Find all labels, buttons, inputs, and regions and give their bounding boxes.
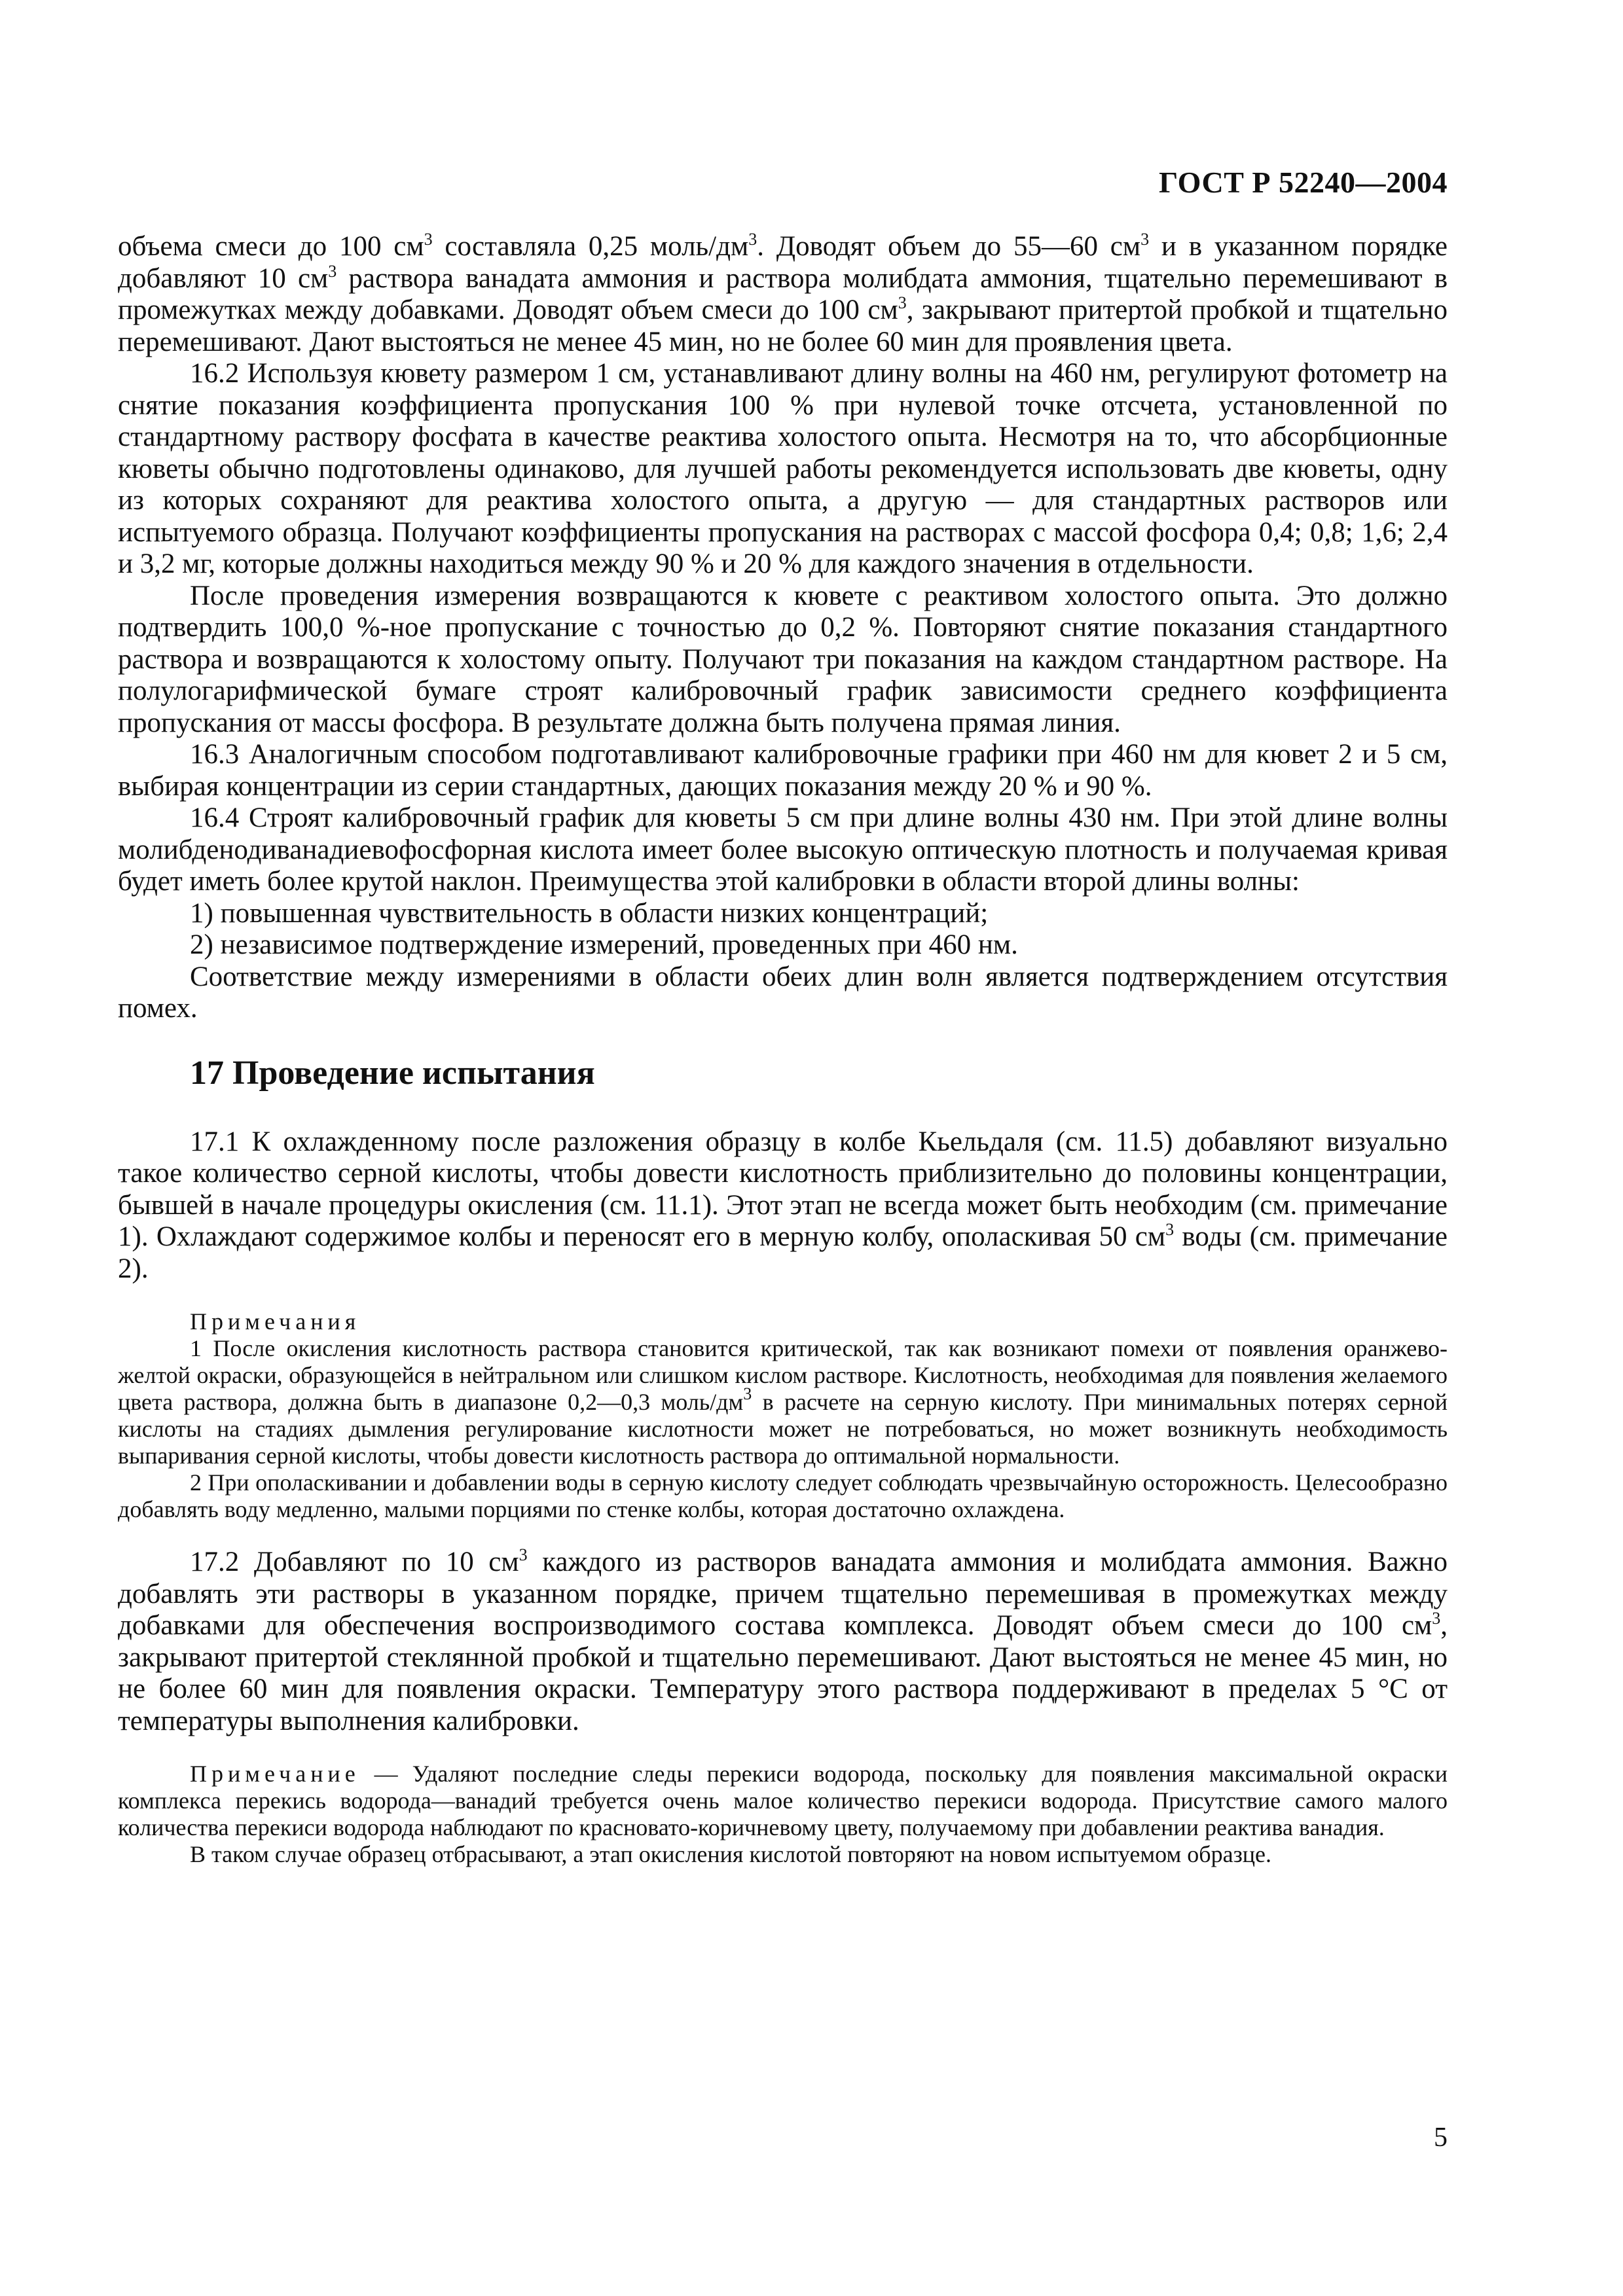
paragraph-16-4-cont: Соответствие между измерениями в области обеих длин волн является подтверждением отсутствия помех.: [118, 961, 1448, 1024]
note-3: Примечание — Удаляют последние следы перекиси водорода, поскольку для появления максимальной окраски комплекса перекись водорода—ванадий требуется очень малое количество перекиси водорода. Присутствие самого малого количества перекиси водорода наблюдают по красновато-коричневому цвету, получаемому при добавлении реактива ванадия.: [118, 1761, 1448, 1840]
note-3-cont: В таком случае образец отбрасывают, а этап окисления кислотой повторяют на новом испытуемом образце.: [190, 1841, 1272, 1867]
notes-heading: Примечания: [190, 1308, 361, 1335]
paragraph-17-1: 17.1 К охлажденному после разложения образцу в колбе Кьельдаля (см. 11.5) добавляют визуально такое количество серной кислоты, чтобы довести кислотность приблизительно до половины концентрации, бывшей в начале процедуры окисления (см. 11.1). Этот этап не всегда может быть необходим (см. примечание 1). Охлаждают содержимое колбы и переносят его в мерную колбу, ополаскивая 50 $см^3$ воды (см. примечание 2).: [118, 1126, 1448, 1284]
paragraph-16-3: 16.3 Аналогичным способом подготавливают калибровочные графики при 460 нм для кювет 2 и 5 см, выбирая концентрации из серии стандартных, дающих показания между 20 % и 90 %.: [118, 739, 1448, 802]
document-code-header: ГОСТ Р 52240—2004: [1159, 166, 1448, 199]
note-1: 1 После окисления кислотность раствора становится критической, так как возникают помехи от появления оранжево-желтой окраски, образующейся в нейтральном или слишком кислом растворе. Кислотность, необходимая для появления желаемого цвета раствора, должна быть в диапазоне 0,2—0,3 моль/$дм^3$ в расчете на серную кислоту. При минимальных потерях серной кислоты на стадиях дымления регулирование кислотности может не потребоваться, но может возникнуть необходимость выпаривания серной кислоты, чтобы довести кислотность раствора до оптимальной нормальности.: [118, 1335, 1448, 1469]
paragraph-16-2-cont: После проведения измерения возвращаются к кювете с реактивом холостого опыта. Это должно подтвердить 100,0 %-ное пропускание с точностью до 0,2 %. Повторяют снятие показания стандартного раствора и возвращаются к холостому опыту. Получают три показания на каждом стандартном растворе. На полулогарифмической бумаге строят калибровочный график зависимости среднего коэффициента пропускания от массы фосфора. В результате должна быть получена прямая линия.: [118, 580, 1448, 738]
note-block-2: [118, 1761, 1448, 1868]
document-body: [118, 231, 1448, 1868]
list-item-1: 1) повышенная чувствительность в области низких концентраций;: [190, 897, 989, 929]
page-number: 5: [1434, 2123, 1448, 2153]
notes-block: [118, 1308, 1448, 1523]
paragraph-16-2: 16.2 Используя кювету размером 1 см, устанавливают длину волны на 460 нм, регулируют фотометр на снятие показания коэффициента пропускания 100 % при нулевой точке отсчета, установленной по стандартному раствору фосфата в качестве реактива холостого опыта. Несмотря на то, что абсорбционные кюветы обычно подготовлены одинаково, для лучшей работы рекомендуется использовать две кюветы, одну из которых сохраняют для реактива холостого опыта, а другую — для стандартных растворов или испытуемого образца. Получают коэффициенты пропускания на растворах с массой фосфора 0,4; 0,8; 1,6; 2,4 и 3,2 мг, которые должны находиться между 90 % и 20 % для каждого значения в отдельности.: [118, 358, 1448, 579]
paragraph-continuation: объема смеси до 100 $см^3$ составляла 0,25 моль/$дм^3$. Доводят объем до 55—60 $см^3$ и в указанном порядке добавляют 10 $см^3$ раствора ванадата аммония и раствора молибдата аммония, тщательно перемешивают в промежутках между добавками. Доводят объем смеси до 100 $см^3$, закрывают притертой пробкой и тщательно перемешивают. Дают выстояться не менее 45 мин, но не более 60 мин для проявления цвета.: [118, 230, 1448, 357]
section-heading-17: 17 Проведение испытания: [190, 1054, 595, 1092]
paragraph-17-2: 17.2 Добавляют по 10 $см^3$ каждого из растворов ванадата аммония и молибдата аммония. Важно добавлять эти растворы в указанном порядке, причем тщательно перемешивая в промежутках между добавками для обеспечения воспроизводимого состава комплекса. Доводят объем смеси до 100 $см^3$, закрывают притертой стеклянной пробкой и тщательно перемешивают. Дают выстояться не менее 45 мин, но не более 60 мин для появления окраски. Температуру этого раствора поддерживают в пределах 5 °С от температуры выполнения калибровки.: [118, 1545, 1448, 1736]
paragraph-16-4: 16.4 Строят калибровочный график для кюветы 5 см при длине волны 430 нм. При этой длине волны молибденодиванадиевофосфорная кислота имеет более высокую оптическую плотность и получаемая кривая будет иметь более крутой наклон. Преимущества этой калибровки в области второй длины волны:: [118, 802, 1448, 897]
list-item-2: 2) независимое подтверждение измерений, проведенных при 460 нм.: [190, 929, 1018, 960]
note-2: 2 При ополаскивании и добавлении воды в серную кислоту следует соблюдать чрезвычайную осторожность. Целесообразно добавлять воду медленно, малыми порциями по стенке колбы, которая достаточно охлаждена.: [118, 1469, 1448, 1522]
